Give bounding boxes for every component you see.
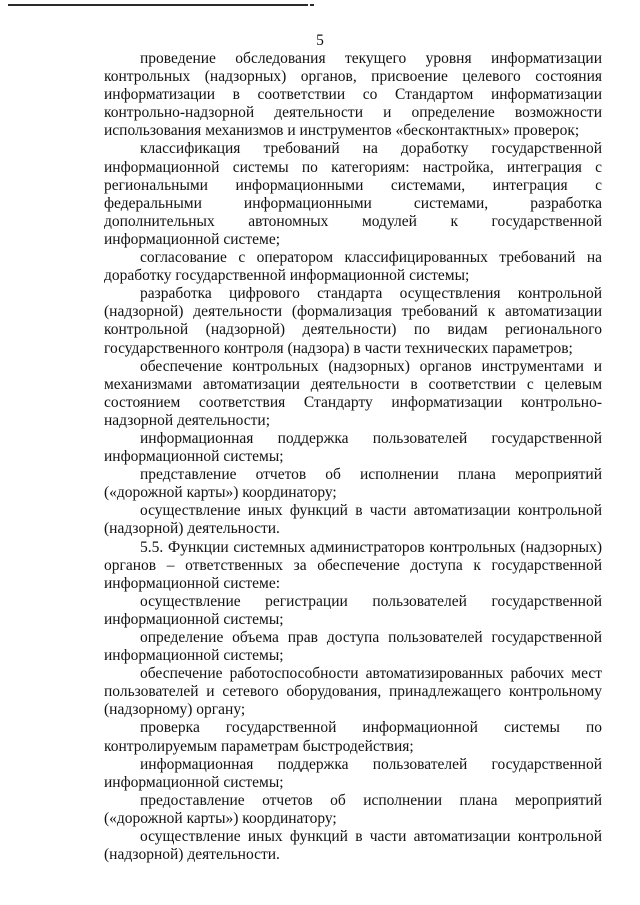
document-body bbox=[104, 50, 602, 864]
paragraph: осуществление регистрации пользователей государственной информационной системы; bbox=[104, 592, 602, 628]
paragraph: информационная поддержка пользователей государственной информационной системы; bbox=[104, 429, 602, 466]
paragraph: осуществление иных функций в части автоматизации контрольной (надзорной) деятельности. bbox=[104, 828, 602, 864]
paragraph: разработка цифрового стандарта осуществления контрольной (надзорной) деятельности (формализация требований к автоматизации контрольной (надзорной) деятельности) по видам регионального государственного контроля (надзора) в части технических параметров; bbox=[104, 285, 602, 357]
paragraph: обеспечение работоспособности автоматизированных рабочих мест пользователей и сетевого оборудования, принадлежащего контрольному (надзорному) органу; bbox=[104, 665, 602, 719]
paragraph: представление отчетов об исполнении плана мероприятий («дорожной карты») координатору; bbox=[104, 466, 602, 502]
paragraph: предоставление отчетов об исполнении плана мероприятий («дорожной карты») координатору; bbox=[104, 791, 602, 827]
section-heading-paragraph: 5.5. Функции системных администраторов контрольных (надзорных) органов – ответственных за обеспечение доступа к государственной информационной системе: bbox=[104, 538, 602, 592]
paragraph: информационная поддержка пользователей государственной информационной системы; bbox=[104, 755, 602, 791]
paragraph: классификация требований на доработку государственной информационной системы по категориям: настройка, интеграция с региональными информационными системами, интеграция с федеральными информационными системами, разработка дополнительных автономных модулей к государственной информационной системе; bbox=[104, 140, 602, 248]
paragraph: проведение обследования текущего уровня информатизации контрольных (надзорных) органов, присвоение целевого состояния информатизации в соответствии со Стандартом информатизации контрольно-надзорной деятельности и определение возможности использования механизмов и инструментов «бесконтактных» проверок; bbox=[104, 50, 602, 140]
page-number: 5 bbox=[316, 32, 324, 49]
paragraph: проверка государственной информационной системы по контролируемым параметрам быстродействия; bbox=[104, 719, 602, 755]
paragraph: осуществление иных функций в части автоматизации контрольной (надзорной) деятельности. bbox=[104, 502, 602, 538]
paragraph: согласование с оператором классифицированных требований на доработку государственной информационной системы; bbox=[104, 249, 602, 285]
paragraph: обеспечение контрольных (надзорных) органов инструментами и механизмами автоматизации деятельности в соответствии с целевым состоянием соответствия Стандарту информатизации контрольно-надзорной деятельности; bbox=[104, 357, 602, 429]
paragraph: определение объема прав доступа пользователей государственной информационной системы; bbox=[104, 629, 602, 665]
top-scan-rule bbox=[8, 4, 308, 6]
